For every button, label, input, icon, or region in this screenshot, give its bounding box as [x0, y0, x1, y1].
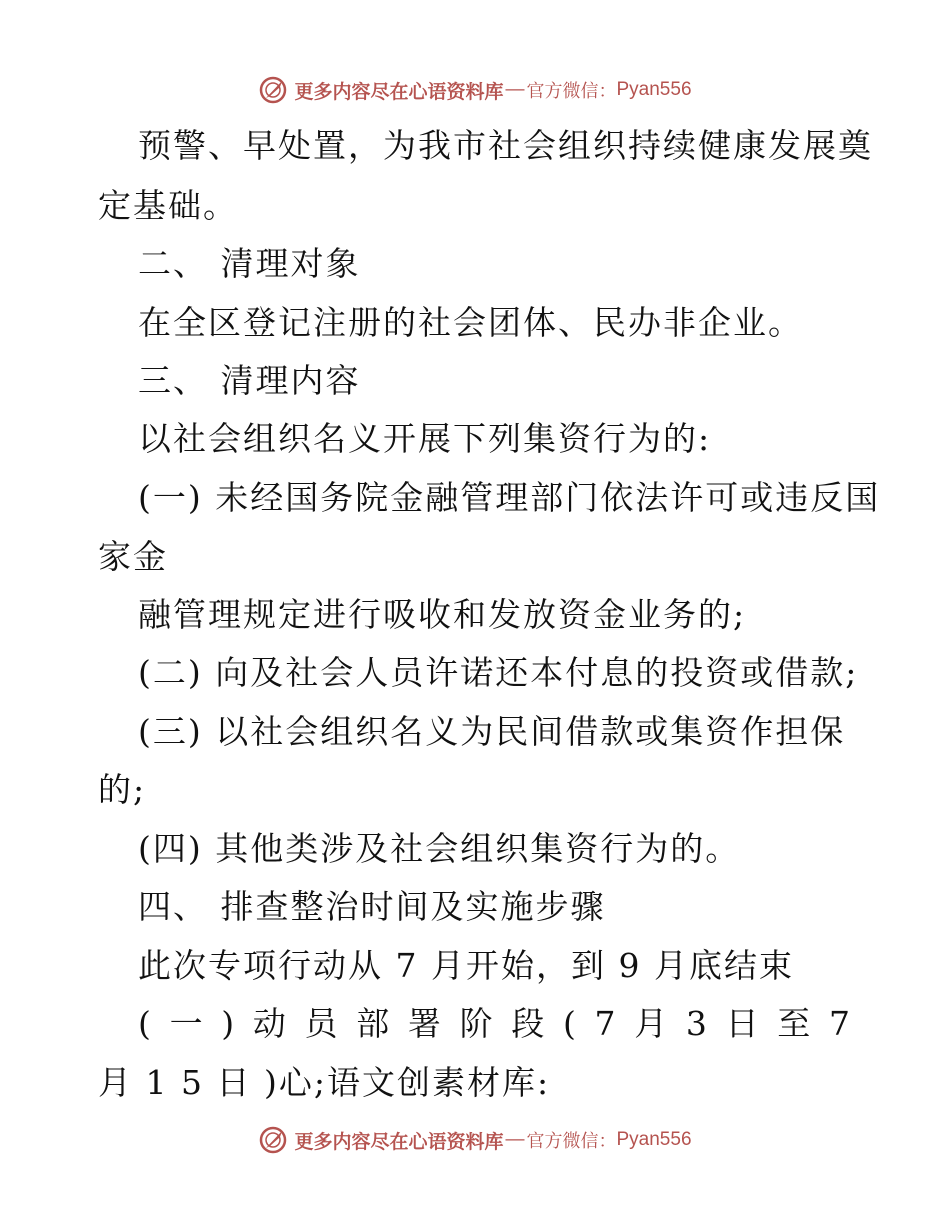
- list-item: (三) 以社会组织名义为民间借款或集资作担保: [138, 712, 846, 751]
- justified-char: 7: [828, 1004, 850, 1043]
- justified-char: 3: [685, 1004, 707, 1043]
- watermark-label: 官方微信：: [526, 81, 617, 102]
- section-heading: 三、 清理内容: [138, 361, 361, 400]
- footer-watermark: [0, 1120, 950, 1160]
- watermark-dash: —: [505, 79, 525, 100]
- watermark-site-text: 更多内容尽在心语资料库: [294, 1130, 504, 1153]
- body-line: 在全区登记注册的社会团体、民办非企业。: [138, 303, 803, 342]
- body-line: 此次专项行动从 7 月开始，到 9 月底结束: [138, 946, 794, 985]
- justified-char: ): [221, 1004, 235, 1043]
- section-heading: 四、 排查整治时间及实施步骤: [138, 887, 606, 926]
- section-heading: 二、 清理对象: [138, 244, 361, 283]
- justified-char: 部: [356, 1004, 390, 1043]
- justified-char: 阶: [459, 1004, 493, 1043]
- justified-char: 日: [725, 1004, 759, 1043]
- body-line: 定基础。: [98, 186, 238, 225]
- justified-char: (: [562, 1004, 576, 1043]
- body-line: 预警、早处置，为我市社会组织持续健康发展奠: [138, 126, 873, 165]
- watermark-wechat-id: Pyan556: [616, 79, 692, 100]
- justified-char: 动: [252, 1004, 286, 1043]
- body-line: 以社会组织名义开展下列集资行为的:: [138, 419, 712, 458]
- watermark-label: 官方微信：: [526, 1131, 617, 1152]
- list-item: (四) 其他类涉及社会组织集资行为的。: [138, 829, 741, 868]
- justified-char: 至: [777, 1004, 811, 1043]
- justified-char: 员: [304, 1004, 338, 1043]
- watermark-site-text: 更多内容尽在心语资料库: [294, 80, 504, 103]
- justified-char: 月: [634, 1004, 668, 1043]
- justified-char: 7: [594, 1004, 616, 1043]
- quill-logo-icon: [258, 1125, 288, 1155]
- justified-char: 署: [407, 1004, 441, 1043]
- justified-char: 段: [511, 1004, 545, 1043]
- list-item: (一) 未经国务院金融管理部门依法许可或违反国: [138, 478, 881, 517]
- justified-char: (: [138, 1004, 151, 1043]
- list-item: (二) 向及社会人员许诺还本付息的投资或借款;: [138, 653, 859, 692]
- justified-char: 一: [169, 1004, 203, 1043]
- body-line: 的;: [98, 770, 147, 809]
- quill-logo-icon: [258, 75, 288, 105]
- list-item-justified: [138, 1004, 850, 1044]
- body-line: 融管理规定进行吸收和发放资金业务的;: [138, 595, 747, 634]
- body-line: 家金: [98, 537, 168, 576]
- body-line: 月 1 5 日 )心;语文创素材库:: [98, 1063, 551, 1102]
- header-watermark: [0, 70, 950, 110]
- watermark-wechat-id: Pyan556: [616, 1129, 692, 1150]
- watermark-dash: —: [505, 1129, 525, 1150]
